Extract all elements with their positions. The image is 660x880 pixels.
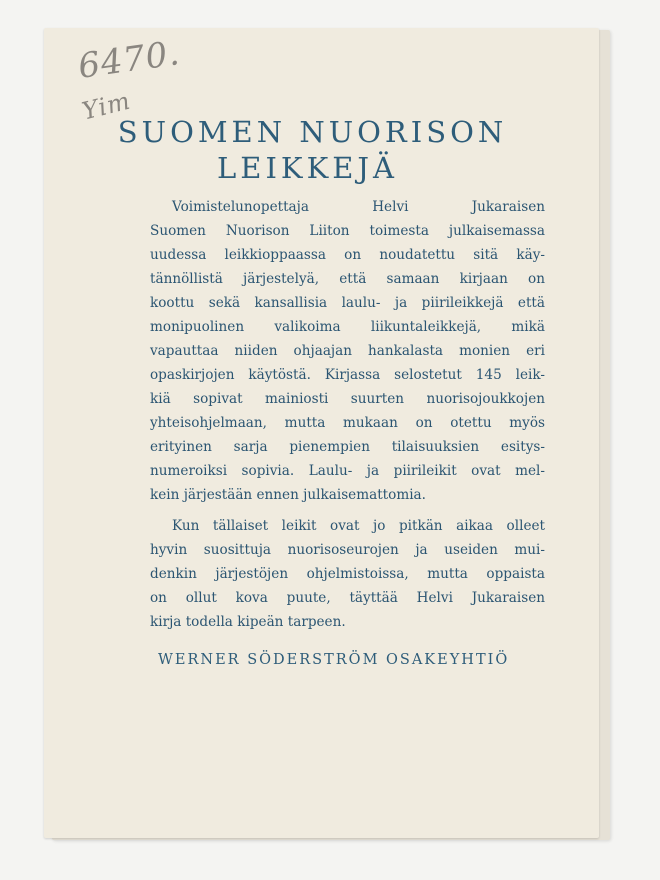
paragraph-line: yhteisohjelmaan, mutta mukaan on otettu myös (150, 415, 545, 431)
paragraph-line: Suomen Nuorison Liiton toimesta julkaisemassa (150, 223, 545, 239)
paragraph-line: numeroiksi sopivia. Laulu- ja piirileikit ovat mel- (150, 463, 545, 479)
description-paragraph-2 (150, 514, 545, 634)
paragraph-line: uudessa leikkioppaassa on noudatettu sitä käy- (150, 247, 545, 263)
pencil-catalog-number: 6470. (75, 33, 183, 87)
title-line-1: SUOMEN NUORISON (117, 115, 508, 149)
paragraph-line: erityinen sarja pienempien tilaisuuksien esitys- (150, 439, 545, 455)
paragraph-line: kein järjestään ennen julkaisemattomia. (150, 487, 426, 503)
paragraph-line: kirja todella kipeän tarpeen. (150, 614, 346, 630)
paragraph-line: tännöllistä järjestelyä, että samaan kirjaan on (150, 271, 545, 287)
title-line-2: LEIKKEJÄ (217, 151, 398, 185)
paragraph-line: on ollut kova puute, täyttää Helvi Jukaraisen (150, 590, 545, 606)
paragraph-line: Kun tällaiset leikit ovat jo pitkän aikaa olleet (172, 518, 545, 534)
paragraph-line: denkin järjestöjen ohjelmistoissa, mutta oppaista (150, 566, 545, 582)
paragraph-line: koottu sekä kansallisia laulu- ja piirileikkejä että (150, 295, 545, 311)
description-paragraph-1 (150, 195, 545, 507)
paragraph-line: vapauttaa niiden ohjaajan hankalasta monien eri (150, 343, 545, 359)
paragraph-line: kiä sopivat mainiosti suurten nuorisojoukkojen (150, 391, 545, 407)
paragraph-line: monipuolinen valikoima liikuntaleikkejä, mikä (150, 319, 545, 335)
paragraph-line: hyvin suosittuja nuorisoseurojen ja useiden mui- (150, 542, 545, 558)
paragraph-line: Voimistelunopettaja Helvi Jukaraisen (172, 199, 545, 215)
publisher-name: WERNER SÖDERSTRÖM OSAKEYHTIÖ (158, 652, 510, 668)
paragraph-line: opaskirjojen käytöstä. Kirjassa selostetut 145 leik- (150, 367, 545, 383)
pencil-initials: Yim (79, 86, 134, 126)
